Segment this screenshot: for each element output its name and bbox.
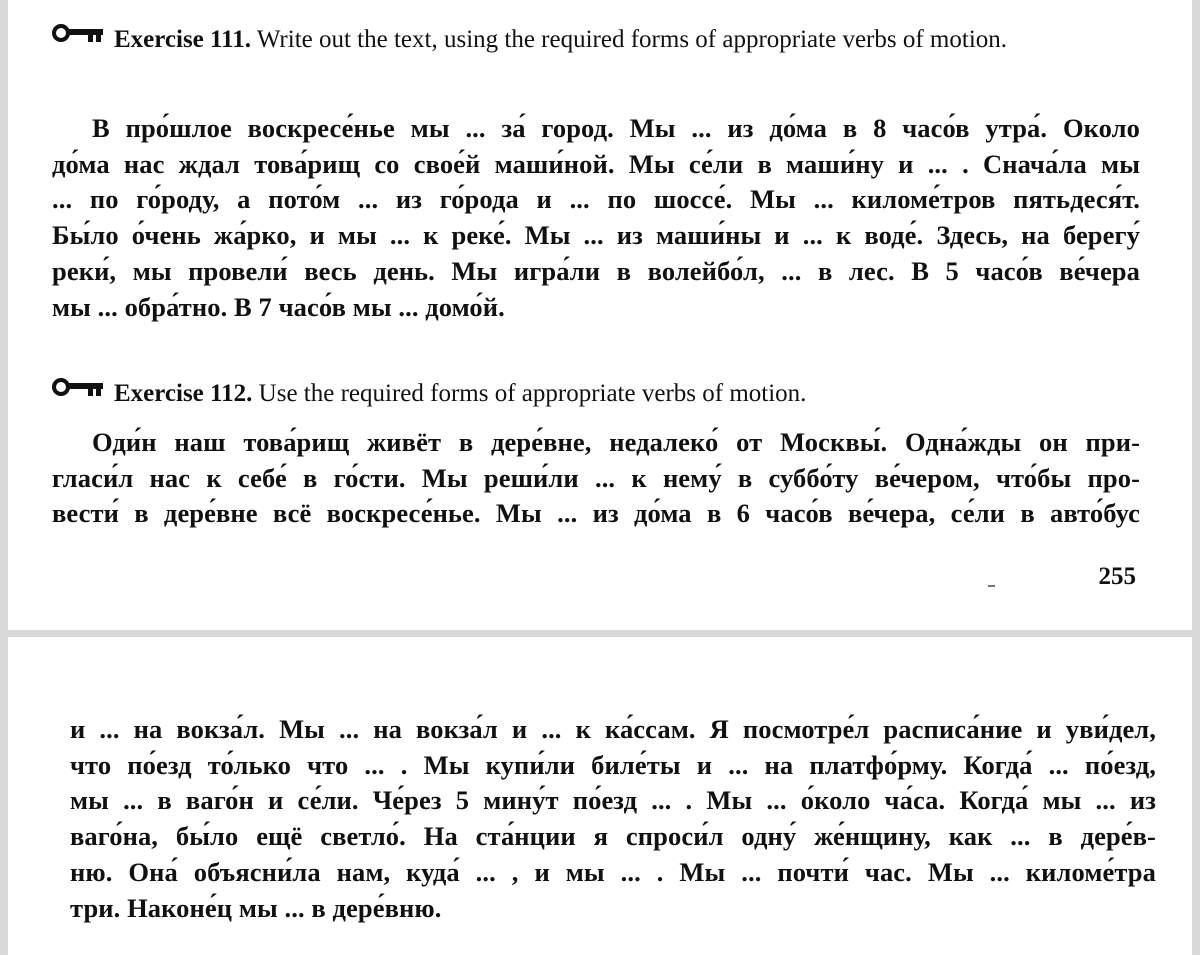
- text-line: до́ма нас ждал това́рищ со свое́й маши́ной. Мы се́ли в маши́ну и ... . Снача́ла мы: [52, 148, 1140, 179]
- exercise-112-text: [52, 425, 1140, 532]
- text-line: ... по го́роду, а пото́м ... из го́рода и ... по шоссе́. Мы ... киломе́тров пятьдеся́т.: [52, 184, 1140, 215]
- key-icon: [52, 20, 106, 54]
- text-line: Бы́ло о́чень жа́рко, и мы ... к реке́. Мы ... из маши́ны и ... к воде́. Здесь, на берегу́: [52, 220, 1140, 251]
- text-line: и ... на вокза́л. Мы ... на вокза́л и ... к ка́ссам. Я посмотре́л расписа́ние и уви́дел,: [70, 714, 1156, 744]
- exercise-112-instruction: Use the required forms of appropriate verbs of motion.: [252, 380, 807, 407]
- text-line: что по́езд то́лько что ... . Мы купи́ли биле́ты и ... на платфо́рму. Когда́ ... по́езд,: [70, 749, 1156, 780]
- page-255: [8, 0, 1192, 630]
- exercise-111-instruction: Write out the text, using the required forms of appropriate verbs of motion.: [251, 26, 1008, 53]
- text-line: мы ... в ваго́н и се́ли. Че́рез 5 мину́т по́езд ... . Мы ... о́коло ча́са. Когда́ мы ... из: [70, 785, 1156, 816]
- exercise-111-text: [52, 111, 1140, 325]
- text-line: вести́ в дере́вне всё воскресе́нье. Мы ... из до́ма в 6 часо́в ве́чера, се́ли в авто́бус: [52, 498, 1140, 529]
- exercise-112-text-continued: [70, 712, 1156, 926]
- page-number: 255: [1098, 563, 1136, 590]
- text-line: три. Наконе́ц мы ... в дере́вню.: [70, 892, 442, 923]
- text-line: Оди́н наш това́рищ живёт в дере́вне, недалеко́ от Москвы́. Одна́жды он при-: [92, 427, 1140, 457]
- text-line: гласи́л нас к себе́ в го́сти. Мы реши́ли ... к нему́ в суббо́ту ве́чером, что́бы про-: [52, 462, 1140, 493]
- text-line: мы ... обра́тно. В 7 часо́в мы ... домо́й.: [52, 291, 505, 322]
- page-256: [8, 637, 1192, 955]
- text-line: ваго́на, бы́ло ещё светло́. На ста́нции я спроси́л одну́ же́нщину, как ... в дере́в-: [70, 821, 1156, 852]
- scan-mark: [988, 585, 995, 587]
- text-line: ню. Она́ объясни́ла нам, куда́ ... , и мы ... . Мы ... почти́ час. Мы ... киломе́тра: [70, 856, 1156, 887]
- key-icon: [52, 374, 106, 408]
- exercise-111-heading: [52, 23, 1142, 58]
- text-line: В про́шлое воскресе́нье мы ... за́ город. Мы ... из до́ма в 8 часо́в утра́. Около: [92, 113, 1140, 143]
- exercise-112-number: Exercise 112.: [114, 380, 253, 407]
- exercise-111-number: Exercise 111.: [114, 26, 252, 53]
- exercise-112-heading: [52, 377, 1142, 412]
- text-line: реки́, мы провели́ весь день. Мы игра́ли в волейбо́л, ... в лес. В 5 часо́в ве́чера: [52, 255, 1140, 286]
